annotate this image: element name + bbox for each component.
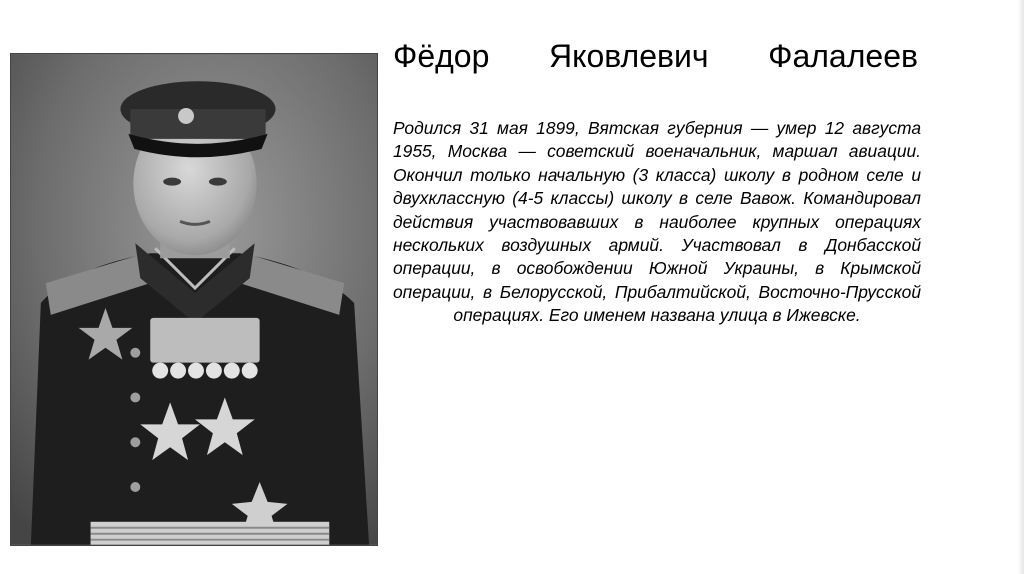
slide-edge bbox=[1018, 0, 1024, 574]
slide-title bbox=[393, 36, 918, 76]
title-patronymic: Яковлевич bbox=[548, 38, 709, 74]
biography-text: Родился 31 мая 1899, Вятская губерния — умер 12 августа 1955, Москва — советский военачальник, маршал авиации. Окончил только начальную (3 класса) школу в родном селе и двухклассную (4-5 классы) школу в селе Вавож. Командировал действия участвовавших в наиболее крупных операциях нескольких воздушных армий. Участвовал в Донбасской операции, в освобождении Южной Украины, в Крымской операции, в Белорусской, Прибалтийской, Восточно-Прусской операциях. Его именем названа улица в Ижевске. bbox=[393, 118, 921, 326]
portrait-photo bbox=[10, 53, 378, 546]
portrait-illustration bbox=[11, 54, 377, 545]
title-surname: Фалалеев bbox=[768, 38, 918, 74]
title-first-name: Фёдор bbox=[393, 38, 490, 74]
